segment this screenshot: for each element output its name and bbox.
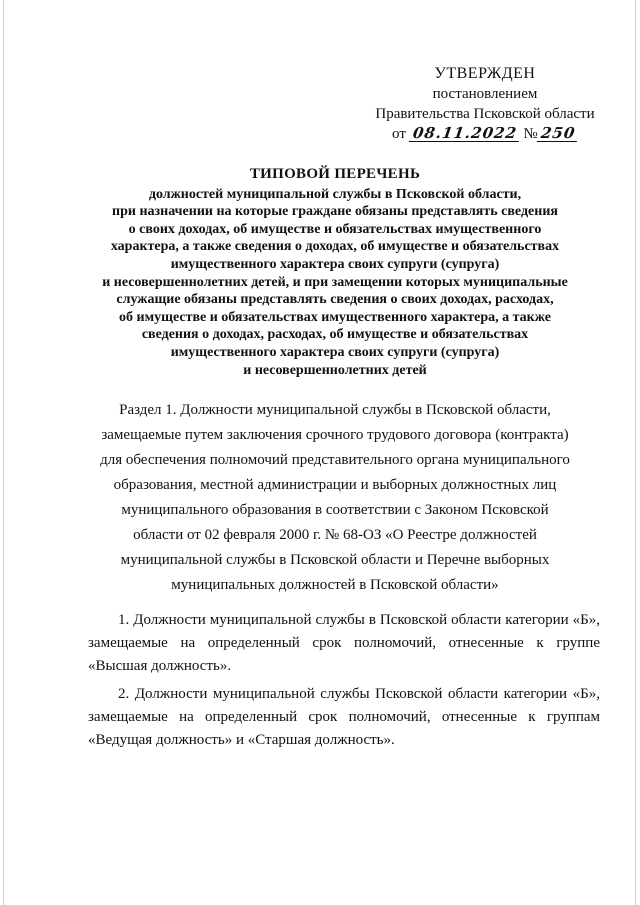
title-line: о своих доходах, об имуществе и обязательствах имущественного (128, 221, 542, 237)
section-line: образования, местной администрации и выборных должностных лиц (113, 477, 557, 493)
title-line: должностей муниципальной службы в Псковской области, (148, 186, 522, 202)
section-line: области от 02 февраля 2000 г. № 68-ОЗ «О Реестре должностей (133, 527, 537, 543)
title-line: имущественного характера своих супруги (супруга) (170, 344, 500, 360)
handwritten-number: 250 (536, 125, 579, 142)
approved-label: УТВЕРЖДЕН (434, 65, 536, 82)
document-title (70, 166, 600, 379)
number-prefix: № (523, 126, 538, 142)
section-line: для обеспечения полномочий представительного органа муниципального (100, 452, 570, 468)
list-item: 2. Должности муниципальной службы Псковской области категории «Б», замещаемые на определенный срок полномочий, отнесенные к группам «Ведущая должность» и «Старшая должность». (88, 686, 600, 748)
scan-edge-right (635, 0, 636, 905)
approved-by: постановлением (432, 86, 538, 102)
handwritten-date: 08.11.2022 (408, 125, 520, 142)
section-line: муниципального образования в соответствии с Законом Псковской (121, 502, 549, 518)
list-item: 1. Должности муниципальной службы в Псковской области категории «Б», замещаемые на определенный срок полномочий, отнесенные к группе «Высшая должность». (88, 612, 600, 674)
title-line: сведения о доходах, расходах, об имуществе и обязательствах (141, 327, 529, 343)
title-line: служащие обязаны представлять сведения о своих доходах, расходах, (116, 292, 554, 308)
title-line: имущественного характера своих супруги (супруга) (170, 256, 500, 272)
position-list (88, 609, 600, 752)
title-heading: ТИПОВОЙ ПЕРЕЧЕНЬ (249, 166, 421, 182)
title-line: и несовершеннолетних детей, и при замещении которых муниципальные (102, 274, 568, 290)
section-line: Раздел 1. Должности муниципальной службы в Псковской области, (119, 402, 551, 418)
section-line: муниципальной службы в Псковской области и Перечне выборных (120, 552, 550, 568)
title-line: и несовершеннолетних детей (243, 362, 427, 378)
section-line: муниципальных должностей в Псковской области» (171, 577, 499, 593)
title-line: об имуществе и обязательствах имущественного характера, а также (119, 309, 551, 325)
section-1-heading (70, 398, 600, 598)
title-line: при назначении на которые граждане обязаны представлять сведения (112, 204, 558, 220)
title-line: характера, а также сведения о доходах, об имуществе и обязательствах (110, 239, 560, 255)
approval-date-line (360, 124, 610, 144)
date-prefix: от (392, 126, 406, 142)
approval-stamp (360, 64, 610, 144)
scan-edge-left (3, 0, 4, 905)
approving-authority: Правительства Псковской области (375, 106, 595, 122)
section-line: замещаемые путем заключения срочного трудового договора (контракта) (101, 427, 569, 443)
